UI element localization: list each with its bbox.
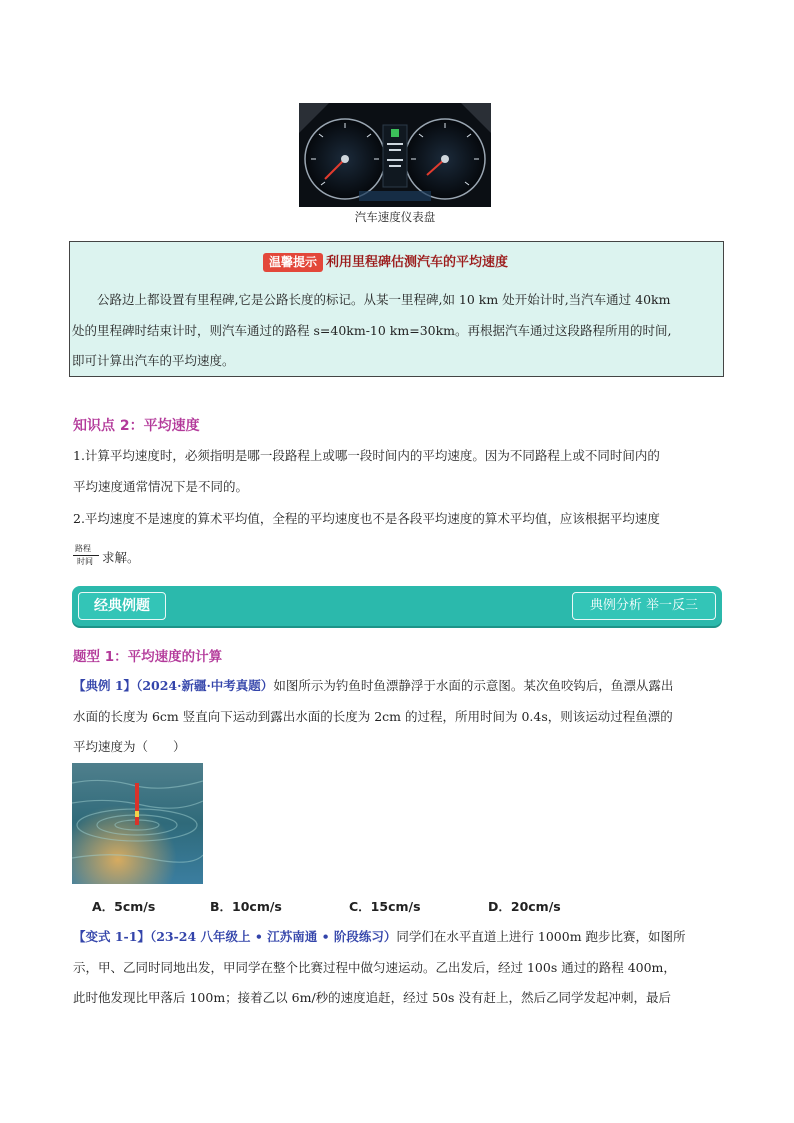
tip-text-line: 即可计算出汽车的平均速度。 xyxy=(72,353,235,368)
variant-text: 同学们在水平直道上进行 1000m 跑步比赛，如图所 xyxy=(396,929,686,944)
tip-title: 利用里程碑估测汽车的平均速度 xyxy=(326,255,509,270)
tip-badge: 温馨提示 xyxy=(263,253,323,272)
fraction-denominator: 时间 xyxy=(77,557,93,566)
figure-caption: 汽车速度仪表盘 xyxy=(354,210,436,224)
section-heading: 知识点 2：平均速度 xyxy=(73,418,200,434)
paragraph-line: 2.平均速度不是速度的算术平均值，全程的平均速度也不是各段平均速度的算术平均值，应该根据平均速度 xyxy=(73,511,660,526)
example-line: 水面的长度为 6cm 竖直向下运动到露出水面的长度为 2cm 的过程，所用时间为 0.4s，则该运动过程鱼漂的 xyxy=(73,709,673,724)
example-text: 如图所示为钓鱼时鱼漂静浮于水面的示意图。某次鱼咬钩后，鱼漂从露出 xyxy=(273,678,674,693)
fraction-tail-text: 求解。 xyxy=(102,550,140,565)
tip-text-line: 处的里程碑时结束计时，则汽车通过的路程 s=40km-10 km=30km。再根据汽车通过这段路程所用的时间, xyxy=(72,323,672,338)
example-line: 平均速度为（ ） xyxy=(73,739,186,754)
paragraph-line: 平均速度通常情况下是不同的。 xyxy=(73,479,249,494)
example-source: （2024·新疆·中考真题） xyxy=(136,678,274,693)
dashboard-image xyxy=(299,103,491,207)
option-a: A．5cm/s xyxy=(92,899,156,914)
variant-line: 示，甲、乙同时同地出发，甲同学在整个比赛过程中做匀速运动。乙出发后，经过 100s 通过的路程 400m， xyxy=(73,960,676,975)
option-b: B．10cm/s xyxy=(210,899,282,914)
variant-line: 此时他发现比甲落后 100m；接着乙以 6m/秒的速度追赶，经过 50s 没有赶上，然后乙同学发起冲刺，最后 xyxy=(73,990,671,1005)
tip-text-line: 公路边上都设置有里程碑,它是公路长度的标记。从某一里程碑,如 10 km 处开始计时,当汽车通过 40km xyxy=(72,292,671,307)
paragraph-line: 1.计算平均速度时，必须指明是哪一段路程上或哪一段时间内的平均速度。因为不同路程上或不同时间内的 xyxy=(73,448,660,463)
fishing-float-image xyxy=(72,763,203,884)
fraction-numerator: 路程 xyxy=(75,544,91,553)
variant-line xyxy=(73,928,686,946)
banner-subtitle: 典例分析 举一反三 xyxy=(572,592,716,620)
option-c: C．15cm/s xyxy=(349,899,421,914)
example-tag: 【典例 1】 xyxy=(73,678,137,693)
banner-label: 经典例题 xyxy=(78,592,166,620)
variant-tag: 【变式 1-1】 xyxy=(73,929,150,944)
variant-source: （23-24 八年级上 • 江苏南通 • 阶段练习） xyxy=(149,929,397,944)
option-d: D．20cm/s xyxy=(488,899,561,914)
question-type-heading: 题型 1：平均速度的计算 xyxy=(73,649,223,665)
fraction xyxy=(73,543,99,569)
example-line xyxy=(73,677,673,695)
